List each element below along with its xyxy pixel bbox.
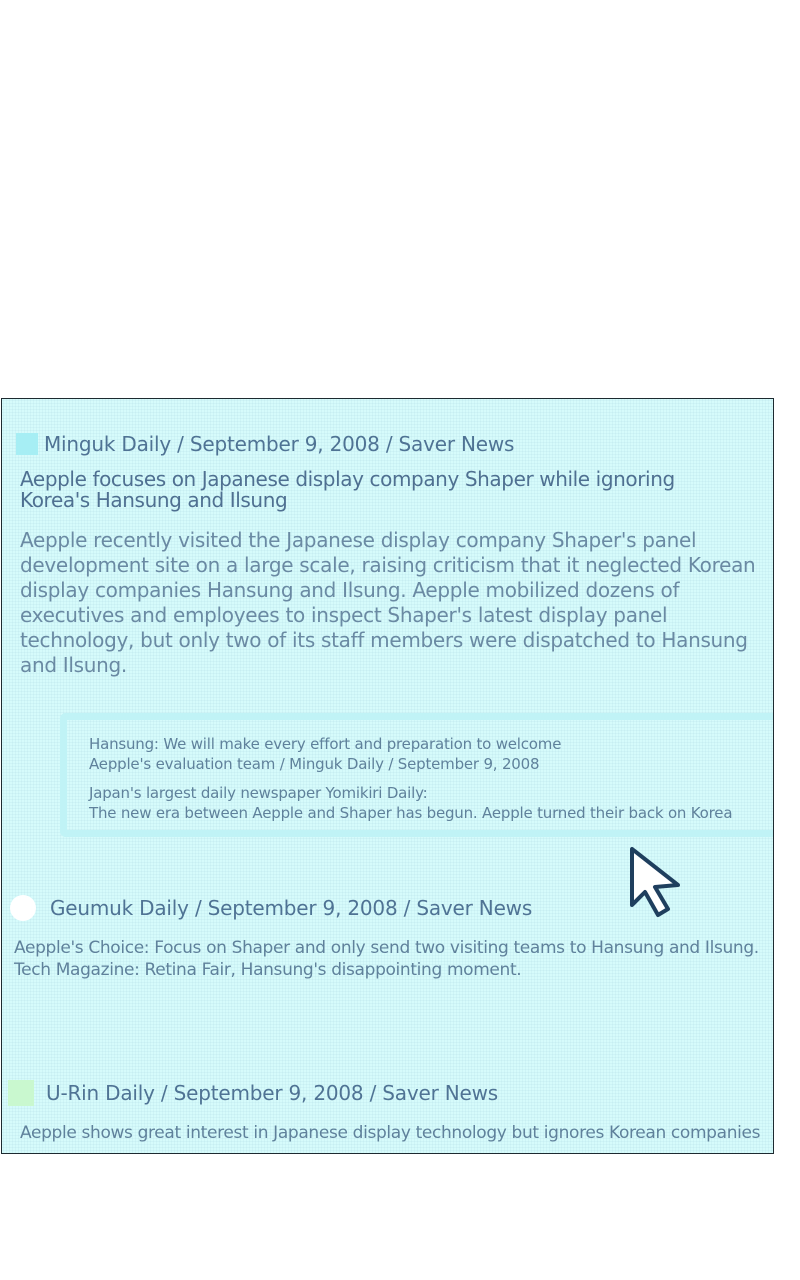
article-source-text: Minguk Daily / September 9, 2008 / Saver News [44, 432, 515, 456]
article-summary-line[interactable]: Aepple shows great interest in Japanese display technology but ignores Korean companies [20, 1123, 761, 1143]
article-headline[interactable] [20, 469, 760, 511]
article-body [20, 528, 765, 678]
article-summary [14, 937, 774, 981]
body-line: development site on a large scale, raising criticism that it neglected Korean [20, 553, 756, 577]
body-line: and Ilsung. [20, 653, 127, 677]
body-line: Aepple recently visited the Japanese display company Shaper's panel [20, 528, 697, 552]
headline-line: Korea's Hansung and Ilsung [20, 488, 288, 512]
news-browser-screen [1, 398, 774, 1154]
related-articles-box [60, 713, 774, 837]
related-link-yomikiri[interactable]: Japan's largest daily newspaper Yomikiri Daily: [89, 784, 428, 802]
article-source-minguk[interactable] [16, 432, 514, 456]
white-circle-icon [10, 895, 36, 921]
body-line: executives and employees to inspect Shaper's latest display panel [20, 603, 668, 627]
article-source-text: Geumuk Daily / September 9, 2008 / Saver News [50, 896, 533, 920]
article-source-urin[interactable] [8, 1080, 498, 1106]
related-link-hansung-source[interactable]: Aepple's evaluation team / Minguk Daily / September 9, 2008 [89, 755, 540, 773]
summary-line[interactable]: Aepple's Choice: Focus on Shaper and only send two visiting teams to Hansung and Ilsung. [14, 938, 759, 958]
green-square-icon [8, 1080, 34, 1106]
article-source-text: U-Rin Daily / September 9, 2008 / Saver News [46, 1081, 499, 1105]
headline-line: Aepple focuses on Japanese display company Shaper while ignoring [20, 467, 675, 491]
summary-line[interactable]: Tech Magazine: Retina Fair, Hansung's disappointing moment. [14, 960, 522, 980]
mouse-pointer-icon [628, 845, 684, 919]
cyan-square-icon [16, 433, 38, 455]
body-line: technology, but only two of its staff members were dispatched to Hansung [20, 628, 748, 652]
article-source-geumuk[interactable] [10, 895, 532, 921]
related-link-hansung[interactable]: Hansung: We will make every effort and preparation to welcome [89, 735, 562, 753]
body-line: display companies Hansung and Ilsung. Aepple mobilized dozens of [20, 578, 680, 602]
related-link-yomikiri-headline[interactable]: The new era between Aepple and Shaper has begun. Aepple turned their back on Korea [89, 804, 733, 822]
